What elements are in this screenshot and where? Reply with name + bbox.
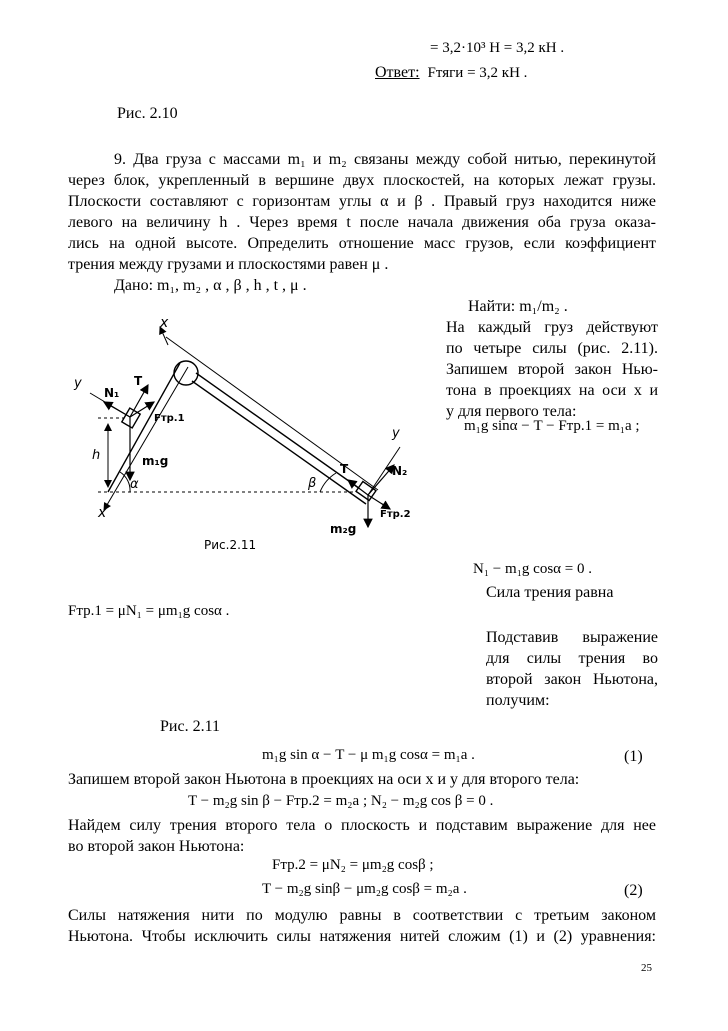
n2-arrow <box>368 465 394 495</box>
right-incline-lower <box>192 381 366 504</box>
label-m1g: m₁g <box>142 454 169 468</box>
second-body-line: Запишем второй закон Ньютона в проекциях на оси x и y для второго тела: <box>68 771 580 788</box>
figure-caption-2-11: Рис. 2.11 <box>160 718 220 735</box>
friction2-line: во второй закон Ньютона: <box>68 838 245 855</box>
friction2-line: Найдем силу трения второго тела о плоскость и подставим выражение для нее <box>68 817 656 834</box>
given-line: Дано: m₁, m₂ , α , β , h , t , μ . <box>114 277 307 294</box>
equation-second-body: T − m₂g sin β − Fтр.2 = m₂a ; N₂ − m₂g cos β = 0 . <box>188 793 494 809</box>
figure-caption-2-10: Рис. 2.10 <box>117 105 178 122</box>
problem-line: лись на одной высоте. Определить отношение масс грузов, если коэффициент <box>68 235 656 252</box>
tension-line: Ньютона. Чтобы исключить силы натяжения нитей сложим (1) и (2) уравнения: <box>68 928 656 945</box>
diagram-caption: Рис.2.11 <box>204 538 257 552</box>
label-h: h <box>92 448 101 463</box>
right-text-line: Запишем второй закон Нью- <box>446 361 658 378</box>
label-n1: N₁ <box>104 386 120 400</box>
equation-2: T − m₂g sinβ − μm₂g cosβ = m₂a . <box>262 881 467 897</box>
label-m2g: m₂g <box>330 522 357 536</box>
tension-text <box>68 905 656 947</box>
equation-friction-1: Fтр.1 = μN₁ = μm₁g cosα . <box>68 603 230 619</box>
equation-1-number: (1) <box>624 748 643 765</box>
problem-line: трения между грузами и плоскостями равен μ . <box>68 256 389 273</box>
right-text-line: по четыре силы (рис. 2.11). <box>446 340 658 357</box>
substitute-text <box>486 627 658 711</box>
label-x-top: x <box>160 315 169 331</box>
answer-label: Ответ: <box>375 64 420 81</box>
equation-2-number: (2) <box>624 882 643 899</box>
problem-line: левого на величину h . Через время t после начала движения оба груза оказа- <box>68 214 656 231</box>
problem-statement <box>68 149 656 275</box>
page-number: 25 <box>641 962 652 974</box>
figure-2-11-diagram <box>68 305 440 560</box>
label-y-right: y <box>392 426 400 441</box>
substitute-line: второй закон Ньютона, <box>486 671 658 688</box>
problem-line: Плоскости составляют с горизонтам углы α и β . Правый груз находится ниже <box>68 193 656 210</box>
problem-line: через блок, укрепленный в вершине двух плоскостей, на которых лежат грузы. <box>68 172 656 189</box>
top-formula: = 3,2·10³ Н = 3,2 кН . <box>430 40 565 56</box>
problem-line: 9. Два груза с массами m₁ и m₂ связаны между собой нитью, перекинутой <box>114 151 656 168</box>
tension-line: Силы натяжения нити по модулю равны в соответствии с третьим законом <box>68 907 656 924</box>
left-block <box>122 408 140 428</box>
right-text-line: y для первого тела: <box>446 403 577 420</box>
beta-arc <box>320 473 336 492</box>
label-beta: β <box>308 476 317 491</box>
friction-label: Сила трения равна <box>486 584 614 601</box>
label-ftr1: Fтр.1 <box>154 413 185 424</box>
ftr2-arrow <box>368 495 390 509</box>
label-x-bottom: x <box>98 505 107 521</box>
label-alpha: α <box>130 477 139 492</box>
equation-normal-1: N₁ − m₁g cosα = 0 . <box>473 561 592 577</box>
t-left-arrow <box>130 385 148 417</box>
substitute-line: Подставив выражение <box>486 629 658 646</box>
right-incline <box>196 373 370 496</box>
label-y-left: y <box>74 376 82 391</box>
find-line: Найти: m₁/m₂ . <box>468 298 568 315</box>
equation-1: m₁g sin α − T − μ m₁g cosα = m₁a . <box>262 747 475 763</box>
equation-friction-2: Fтр.2 = μN₂ = μm₂g cosβ ; <box>272 857 434 873</box>
answer-formula: Fтяги = 3,2 кН . <box>427 65 528 81</box>
label-t-left: T <box>134 374 143 388</box>
left-incline <box>108 363 180 492</box>
label-ftr2: Fтр.2 <box>380 509 411 520</box>
friction2-text <box>68 815 656 857</box>
right-text-line: На каждый груз действуют <box>446 319 658 336</box>
right-text-line: тона в проекциях на оси x и <box>446 382 658 399</box>
pulley <box>174 361 198 385</box>
equation-first-body: m₁g sinα − T − Fтр.1 = m₁a ; <box>464 418 640 434</box>
label-t-right: T <box>340 462 349 476</box>
substitute-line: для силы трения во <box>486 650 658 667</box>
label-n2: N₂ <box>392 464 408 478</box>
answer-line <box>375 62 527 84</box>
substitute-line: получим: <box>486 692 550 709</box>
right-column-text <box>446 317 658 422</box>
